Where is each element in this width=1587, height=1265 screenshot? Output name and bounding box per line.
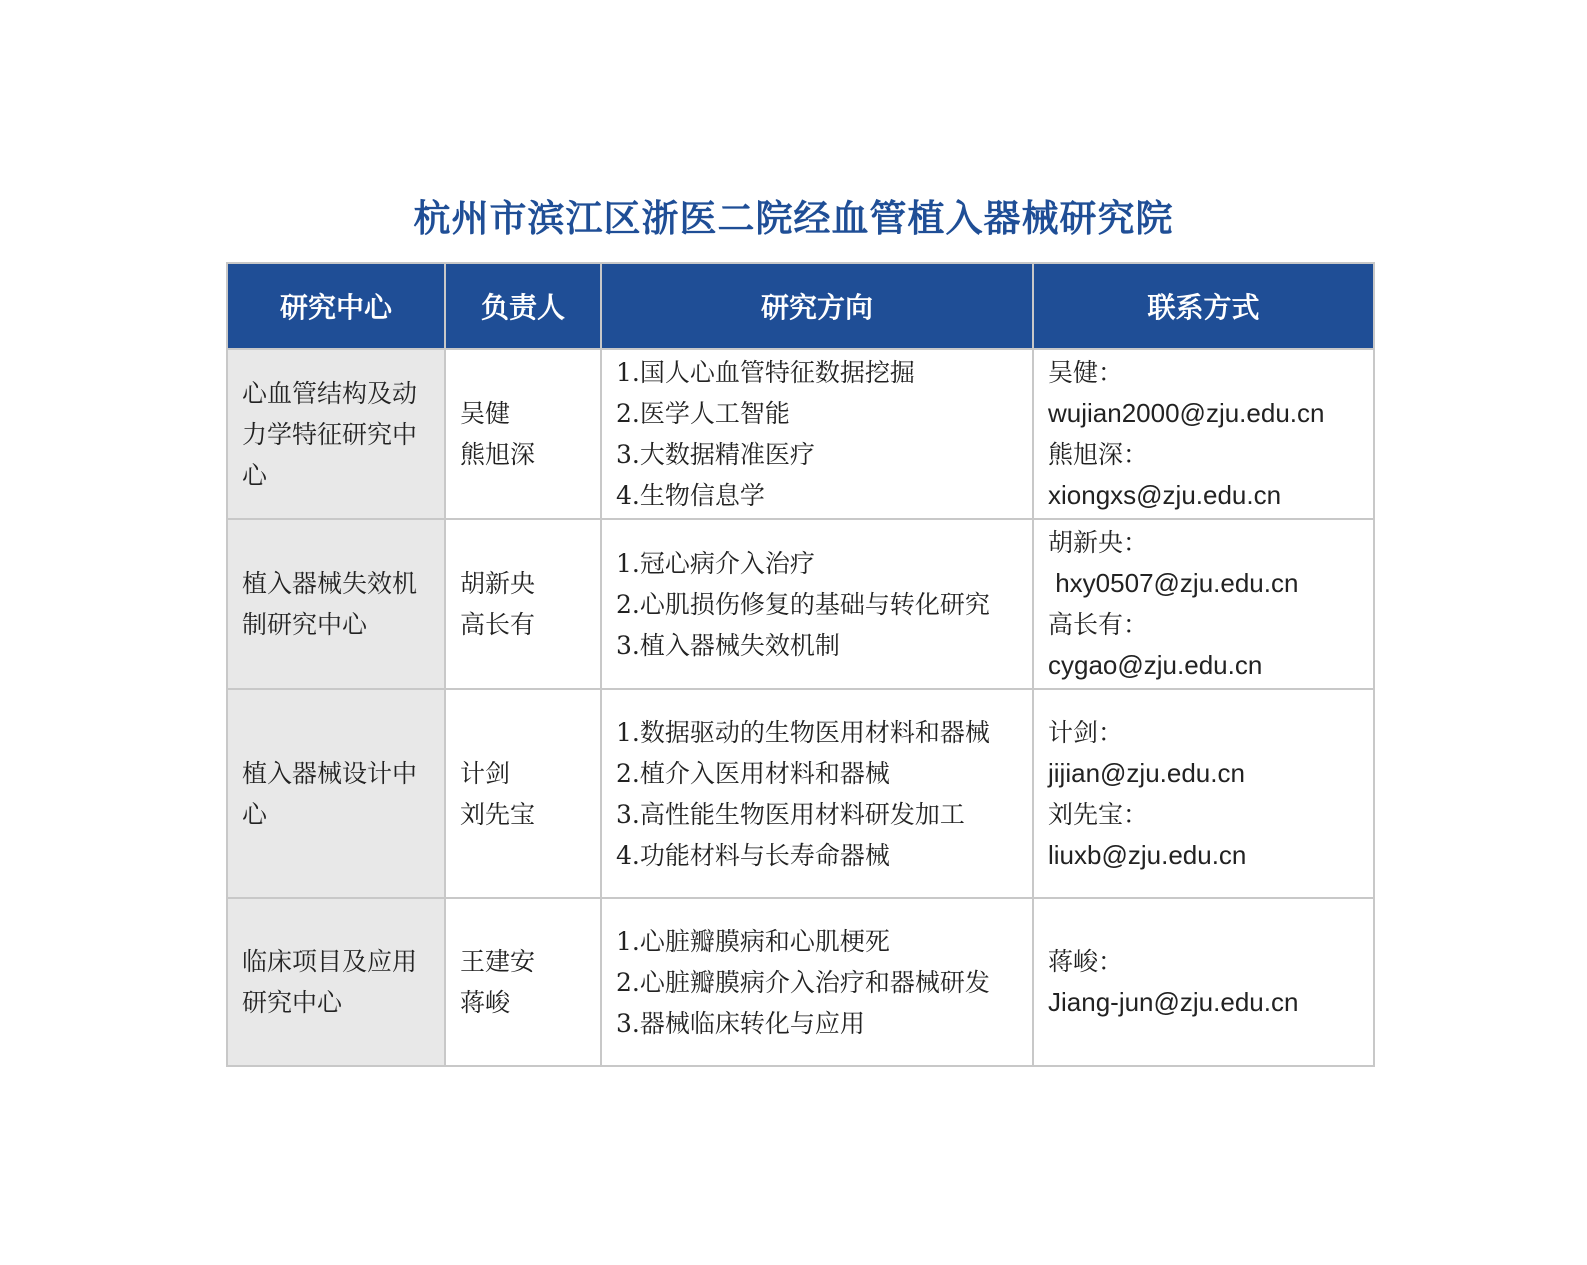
header-contact: 联系方式 bbox=[1033, 263, 1374, 349]
direction-item: 3.器械临床转化与应用 bbox=[616, 1008, 865, 1038]
leaders-cell bbox=[445, 349, 601, 519]
directions-cell bbox=[601, 519, 1033, 689]
direction-item: 1.冠心病介入治疗 bbox=[616, 548, 815, 578]
contact-name: 蒋峻： bbox=[1048, 947, 1124, 976]
direction-item: 2.心脏瓣膜病介入治疗和器械研发 bbox=[616, 967, 990, 997]
directions-cell bbox=[601, 689, 1033, 898]
contact-name: 吴健： bbox=[1048, 358, 1124, 387]
leader-name: 熊旭深 bbox=[460, 440, 536, 469]
center-name-cell: 植入器械设计中心 bbox=[227, 689, 445, 898]
contact-email[interactable]: Jiang-jun@zju.edu.cn bbox=[1048, 987, 1299, 1017]
contact-email[interactable]: liuxb@zju.edu.cn bbox=[1048, 839, 1247, 870]
table-row bbox=[227, 349, 1374, 519]
leader-name: 高长有 bbox=[460, 610, 536, 639]
contact-cell bbox=[1033, 519, 1374, 689]
direction-item: 3.植入器械失效机制 bbox=[616, 630, 840, 660]
leader-name: 蒋峻 bbox=[460, 988, 511, 1017]
header-leader: 负责人 bbox=[445, 263, 601, 349]
leader-name: 胡新央 bbox=[460, 569, 536, 598]
table-header-row bbox=[227, 263, 1374, 349]
table-row bbox=[227, 898, 1374, 1066]
header-research-center: 研究中心 bbox=[227, 263, 445, 349]
contact-name: 胡新央： bbox=[1048, 528, 1149, 557]
contact-name: 刘先宝： bbox=[1048, 799, 1149, 829]
contact-email[interactable]: cygao@zju.edu.cn bbox=[1048, 650, 1263, 680]
direction-item: 3.高性能生物医用材料研发加工 bbox=[616, 799, 965, 829]
directions-cell bbox=[601, 898, 1033, 1066]
leader-name: 吴健 bbox=[460, 399, 511, 428]
directions-cell bbox=[601, 349, 1033, 519]
document-title: 杭州市滨江区浙医二院经血管植入器械研究院 bbox=[413, 197, 1174, 240]
direction-item: 3.大数据精准医疗 bbox=[616, 440, 815, 469]
center-name-cell: 临床项目及应用研究中心 bbox=[227, 898, 445, 1066]
leaders-cell bbox=[445, 519, 601, 689]
direction-item: 4.生物信息学 bbox=[616, 481, 765, 510]
contact-name: 高长有： bbox=[1048, 610, 1149, 639]
direction-item: 1.心脏瓣膜病和心肌梗死 bbox=[616, 926, 890, 956]
leader-name: 王建安 bbox=[460, 947, 536, 976]
leaders-cell bbox=[445, 689, 601, 898]
direction-item: 2.医学人工智能 bbox=[616, 399, 790, 428]
contact-name: 熊旭深： bbox=[1048, 440, 1149, 469]
contact-email[interactable]: wujian2000@zju.edu.cn bbox=[1048, 398, 1325, 428]
contact-email[interactable]: jijian@zju.edu.cn bbox=[1048, 757, 1245, 788]
contact-cell bbox=[1033, 349, 1374, 519]
header-research-direction: 研究方向 bbox=[601, 263, 1033, 349]
leader-name: 刘先宝 bbox=[460, 799, 536, 829]
center-name-cell: 心血管结构及动力学特征研究中心 bbox=[227, 349, 445, 519]
contact-name: 计剑： bbox=[1048, 717, 1124, 747]
direction-item: 2.植介入医用材料和器械 bbox=[616, 758, 890, 788]
contact-email[interactable]: xiongxs@zju.edu.cn bbox=[1048, 480, 1282, 510]
center-name-cell: 植入器械失效机制研究中心 bbox=[227, 519, 445, 689]
table-row bbox=[227, 519, 1374, 689]
contact-email[interactable]: hxy0507@zju.edu.cn bbox=[1048, 568, 1299, 598]
direction-item: 4.功能材料与长寿命器械 bbox=[616, 840, 890, 870]
direction-item: 1.国人心血管特征数据挖掘 bbox=[616, 358, 915, 387]
research-centers-table bbox=[226, 262, 1375, 1067]
direction-item: 1.数据驱动的生物医用材料和器械 bbox=[616, 717, 990, 747]
contact-cell bbox=[1033, 689, 1374, 898]
contact-cell bbox=[1033, 898, 1374, 1066]
leader-name: 计剑 bbox=[460, 758, 511, 788]
leaders-cell bbox=[445, 898, 601, 1066]
direction-item: 2.心肌损伤修复的基础与转化研究 bbox=[616, 589, 990, 619]
table-row bbox=[227, 689, 1374, 898]
